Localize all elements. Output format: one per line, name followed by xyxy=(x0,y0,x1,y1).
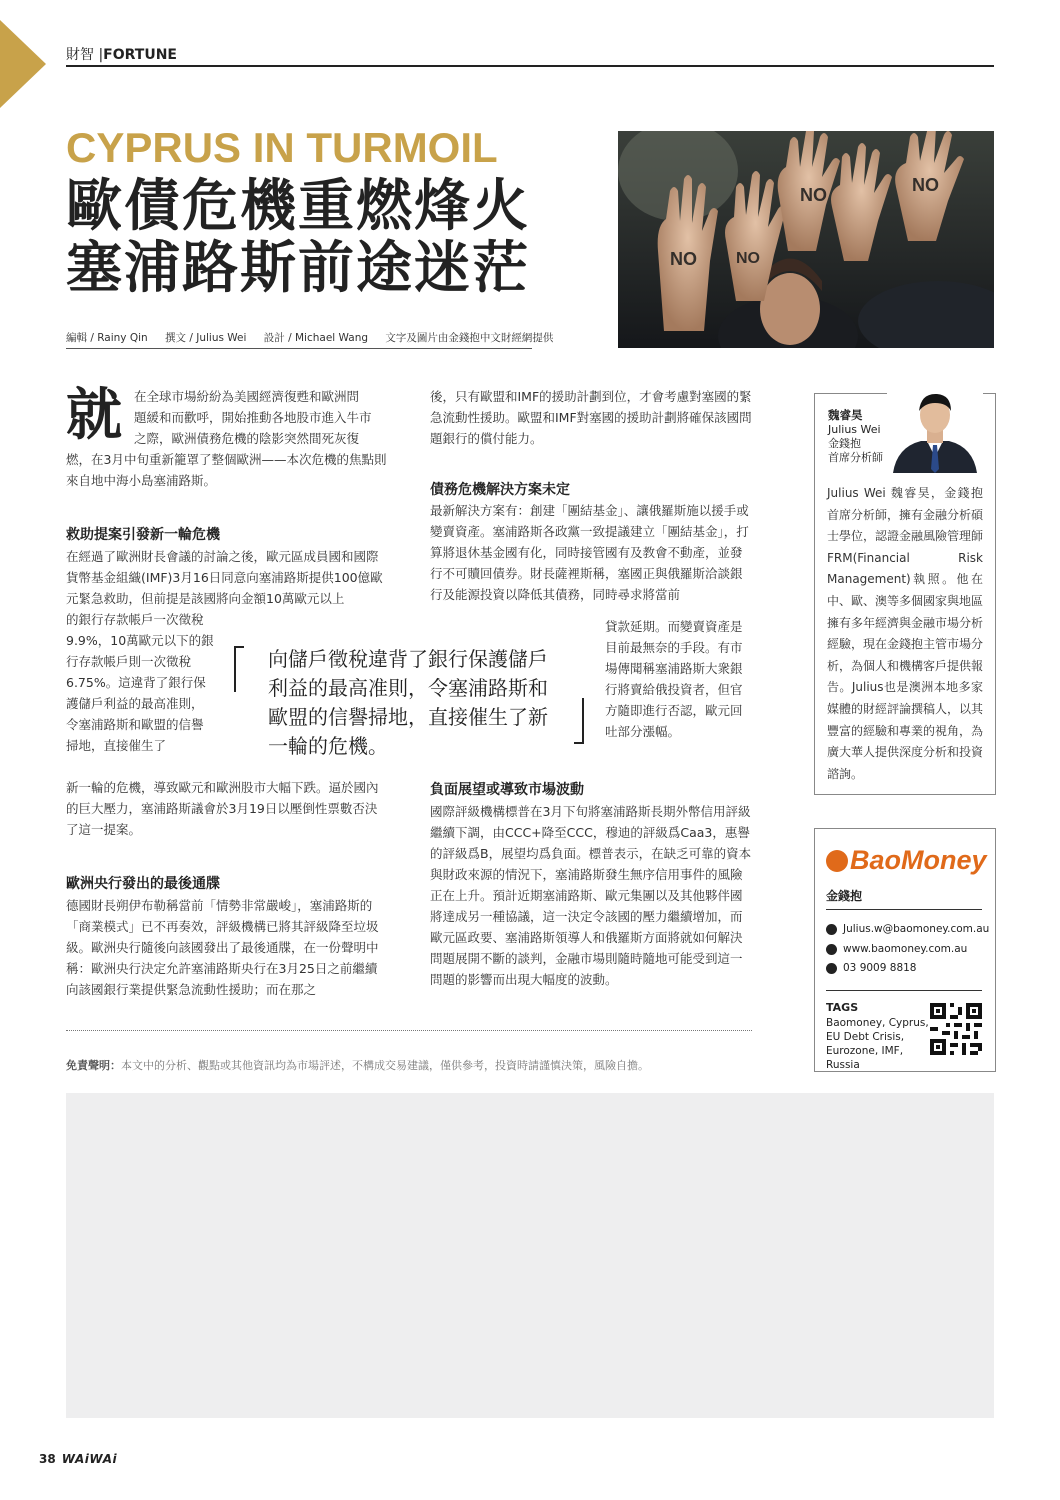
contact-phone-row[interactable] xyxy=(826,962,916,974)
credits-rule xyxy=(66,348,532,349)
author-bio: Julius Wei 魏睿昊，金錢抱首席分析師，擁有金融分析碩士學位，認證金融風險管理師FRM(Financial Risk Management)執照。他在中、歐、澳等多個國家與地區擁有多年經濟與金融市場分析經驗，現在金錢抱主管市場分析，為個人和機構客戶提供報告。Julius也是澳洲本地多家媒體的財經評論撰稿人，以其豐富的經驗和專業的視角，為廣大華人提供深度分析和投資諮詢。 xyxy=(827,486,984,781)
pullquote-open-bracket xyxy=(234,646,244,692)
paragraph-rescue-a: 在經過了歐洲財長會議的討論之後，歐元區成員國和國際貨幣基金組織(IMF)3月16日同意向塞浦路斯提供100億歐元緊急救助，但前提是該國將向金額10萬歐元以上 xyxy=(66,549,383,606)
author-name-zh: 魏睿昊 xyxy=(828,408,863,422)
intro-line-3: 之際，歐洲債務危機的陰影突然間死灰復 xyxy=(134,431,360,446)
pullquote: 向儲戶徵稅違背了銀行保護儲戶利益的最高准則，令塞浦路斯和歐盟的信譽掃地，直接催生了新一輪的危機。 xyxy=(268,647,548,758)
magazine-brand: WAiWAi xyxy=(61,1452,118,1466)
heading-negative-outlook: 負面展望或導致市場波動 xyxy=(430,782,584,798)
author-org: 金錢抱 xyxy=(828,437,861,450)
intro-rest: 燃，在3月中旬重新籠罩了整個歐洲——本次危機的焦點則來自地中海小島塞浦路斯。 xyxy=(66,452,387,488)
section-en: FORTUNE xyxy=(103,47,177,63)
coin-icon xyxy=(826,850,848,872)
contact-email[interactable]: Julius.w@baomoney.com.au xyxy=(843,923,990,935)
tags-rule xyxy=(826,990,982,991)
credit-editor: 編輯 / Rainy Qin xyxy=(66,332,148,344)
english-title: CYPRUS IN TURMOIL xyxy=(66,124,498,171)
chinese-title-line-2: 塞浦路斯前途迷茫 xyxy=(66,236,530,301)
credit-writer: 撰文 / Julius Wei xyxy=(165,332,247,344)
author-name-en: Julius Wei xyxy=(828,423,881,436)
contact-phone[interactable]: 03 9009 8818 xyxy=(843,962,917,974)
disclaimer-text: 本文中的分析、觀點或其他資訊均為市場評述，不構成交易建議，僅供參考，投資時請謹慎決策，風險自擔。 xyxy=(121,1059,649,1072)
logo-chinese-name: 金錢抱 xyxy=(826,889,863,903)
cursor-icon xyxy=(826,944,837,955)
protest-photo-illustration xyxy=(618,131,994,348)
section-separator: | xyxy=(98,47,104,63)
paragraph-ecb: 德國財長朔伊布勒稱當前「情勢非常嚴峻」，塞浦路斯的「商業模式」已不再奏效，評級機構已將其評級降至垃圾級。歐洲央行隨後向該國發出了最後通牒，在一份聲明中稱：歐洲央行決定允許塞浦路斯央行在3月25日之前繼續向該國銀行業提供緊急流動性援助；而在那之 xyxy=(66,898,379,997)
hand-no-1: NO xyxy=(670,249,697,269)
qr-code-icon[interactable] xyxy=(930,1003,982,1055)
heading-rescue-proposal: 救助提案引發新一輪危機 xyxy=(66,527,220,543)
dotted-divider xyxy=(66,1030,752,1031)
credit-source: 文字及圖片由金錢抱中文財經網提供 xyxy=(385,332,554,344)
ad-placeholder-block xyxy=(66,1093,994,1418)
paragraph-outlook: 國際評級機構標普在3月下旬將塞浦路斯長期外幣信用評級繼續下調，由CCC+降至CCC，穆迪的評級爲Caa3，惠譽的評級爲B，展望均爲負面。標普表示，在缺乏可靠的資本與財政來源的情況下，塞浦路斯發生無序信用事件的風險正在上升。預計近期塞浦路斯、歐元集團以及其他夥伴國將達成另一種協議，這一決定令該國的壓力繼續增加，而歐元區政要、塞浦路斯領導人和俄羅斯方面將就如何解決問題展開不斷的談判，金融市場則隨時隨地可能受到這一問題的影響而出現大幅度的波動。 xyxy=(430,804,752,987)
logo-text: BaoMoney xyxy=(850,845,987,875)
contact-email-row[interactable] xyxy=(826,923,989,935)
pullquote-close-bracket xyxy=(574,698,584,744)
email-icon xyxy=(826,924,837,935)
protest-photo xyxy=(618,131,994,348)
credits xyxy=(66,330,567,345)
hand-no-4: NO xyxy=(912,175,939,195)
intro-first-lines xyxy=(134,386,389,449)
page-number: 38 xyxy=(39,1452,56,1466)
disclaimer-label: 免責聲明： xyxy=(66,1059,121,1072)
paragraph-ecb-continued: 後，只有歐盟和IMF的援助計劃到位，才會考慮對塞國的緊急流動性援助。歐盟和IMF對塞國的援助計劃將確保該國問題銀行的償付能力。 xyxy=(430,389,752,446)
header-rule xyxy=(66,65,994,67)
contact-web-row[interactable] xyxy=(826,943,967,955)
tags-list: Baomoney, Cyprus, EU Debt Crisis, Eurozone, IMF, Russia xyxy=(826,1017,929,1071)
intro-line-2: 題緩和而歡呼，開始推動各地股市進入牛市 xyxy=(134,410,372,425)
contact-web[interactable]: www.baomoney.com.au xyxy=(843,943,968,955)
author-role: 首席分析師 xyxy=(828,451,883,464)
disclaimer xyxy=(66,1057,649,1073)
drop-cap: 就 xyxy=(66,383,122,448)
phone-icon xyxy=(826,963,837,974)
paragraph-solution-a: 最新解決方案有：創建「團結基金」、讓俄羅斯施以援手或變賣資產。塞浦路斯各政黨一致提議建立「團結基金」，打算將退休基金國有化，同時接管國有及教會不動產，並發行不可贖回債券。財長薩裡斯稱，塞國正與俄羅斯洽談銀行及能源投資以降低其債務，同時尋求將當前 xyxy=(430,503,749,602)
section-zh: 財智 xyxy=(66,47,94,63)
hand-no-2: NO xyxy=(736,250,760,267)
author-photo xyxy=(887,385,983,473)
paragraph-rescue-b: 新一輪的危機，導致歐元和歐洲股市大幅下跌。逼於國內的巨大壓力，塞浦路斯議會於3月19日以壓倒性票數否決了這一提案。 xyxy=(66,780,379,837)
paragraph-solution-narrow: 貸款延期。而變賣資產是目前最無奈的手段。有市場傳聞稱塞浦路斯大衆銀行將賣給俄投資者，但官方隨即進行否認，歐元回吐部分漲幅。 xyxy=(605,619,743,739)
heading-debt-solution: 債務危機解決方案未定 xyxy=(430,482,570,498)
chinese-title-line-1: 歐債危機重燃烽火 xyxy=(66,174,530,239)
section-label xyxy=(66,44,177,64)
hand-no-3: NO xyxy=(800,185,827,205)
baomoney-logo xyxy=(826,845,987,876)
author-heading xyxy=(828,408,883,465)
paragraph-rescue-narrow: 的銀行存款帳戶一次徵稅9.9%，10萬歐元以下的銀行存款帳戶則一次徵稅6.75%。這違背了銀行保護儲戶利益的最高准則，令塞浦路斯和歐盟的信譽掃地，直接催生了 xyxy=(66,612,214,753)
page-footer xyxy=(39,1452,117,1466)
heading-ecb-ultimatum: 歐洲央行發出的最後通牒 xyxy=(66,876,220,892)
credit-design: 設計 / Michael Wang xyxy=(263,332,369,344)
intro-line-1: 在全球市場紛紛為美國經濟復甦和歐洲問 xyxy=(134,389,360,404)
tags-heading: TAGS xyxy=(826,1001,859,1014)
corner-triangle xyxy=(0,20,46,108)
contact-rule xyxy=(826,909,982,910)
